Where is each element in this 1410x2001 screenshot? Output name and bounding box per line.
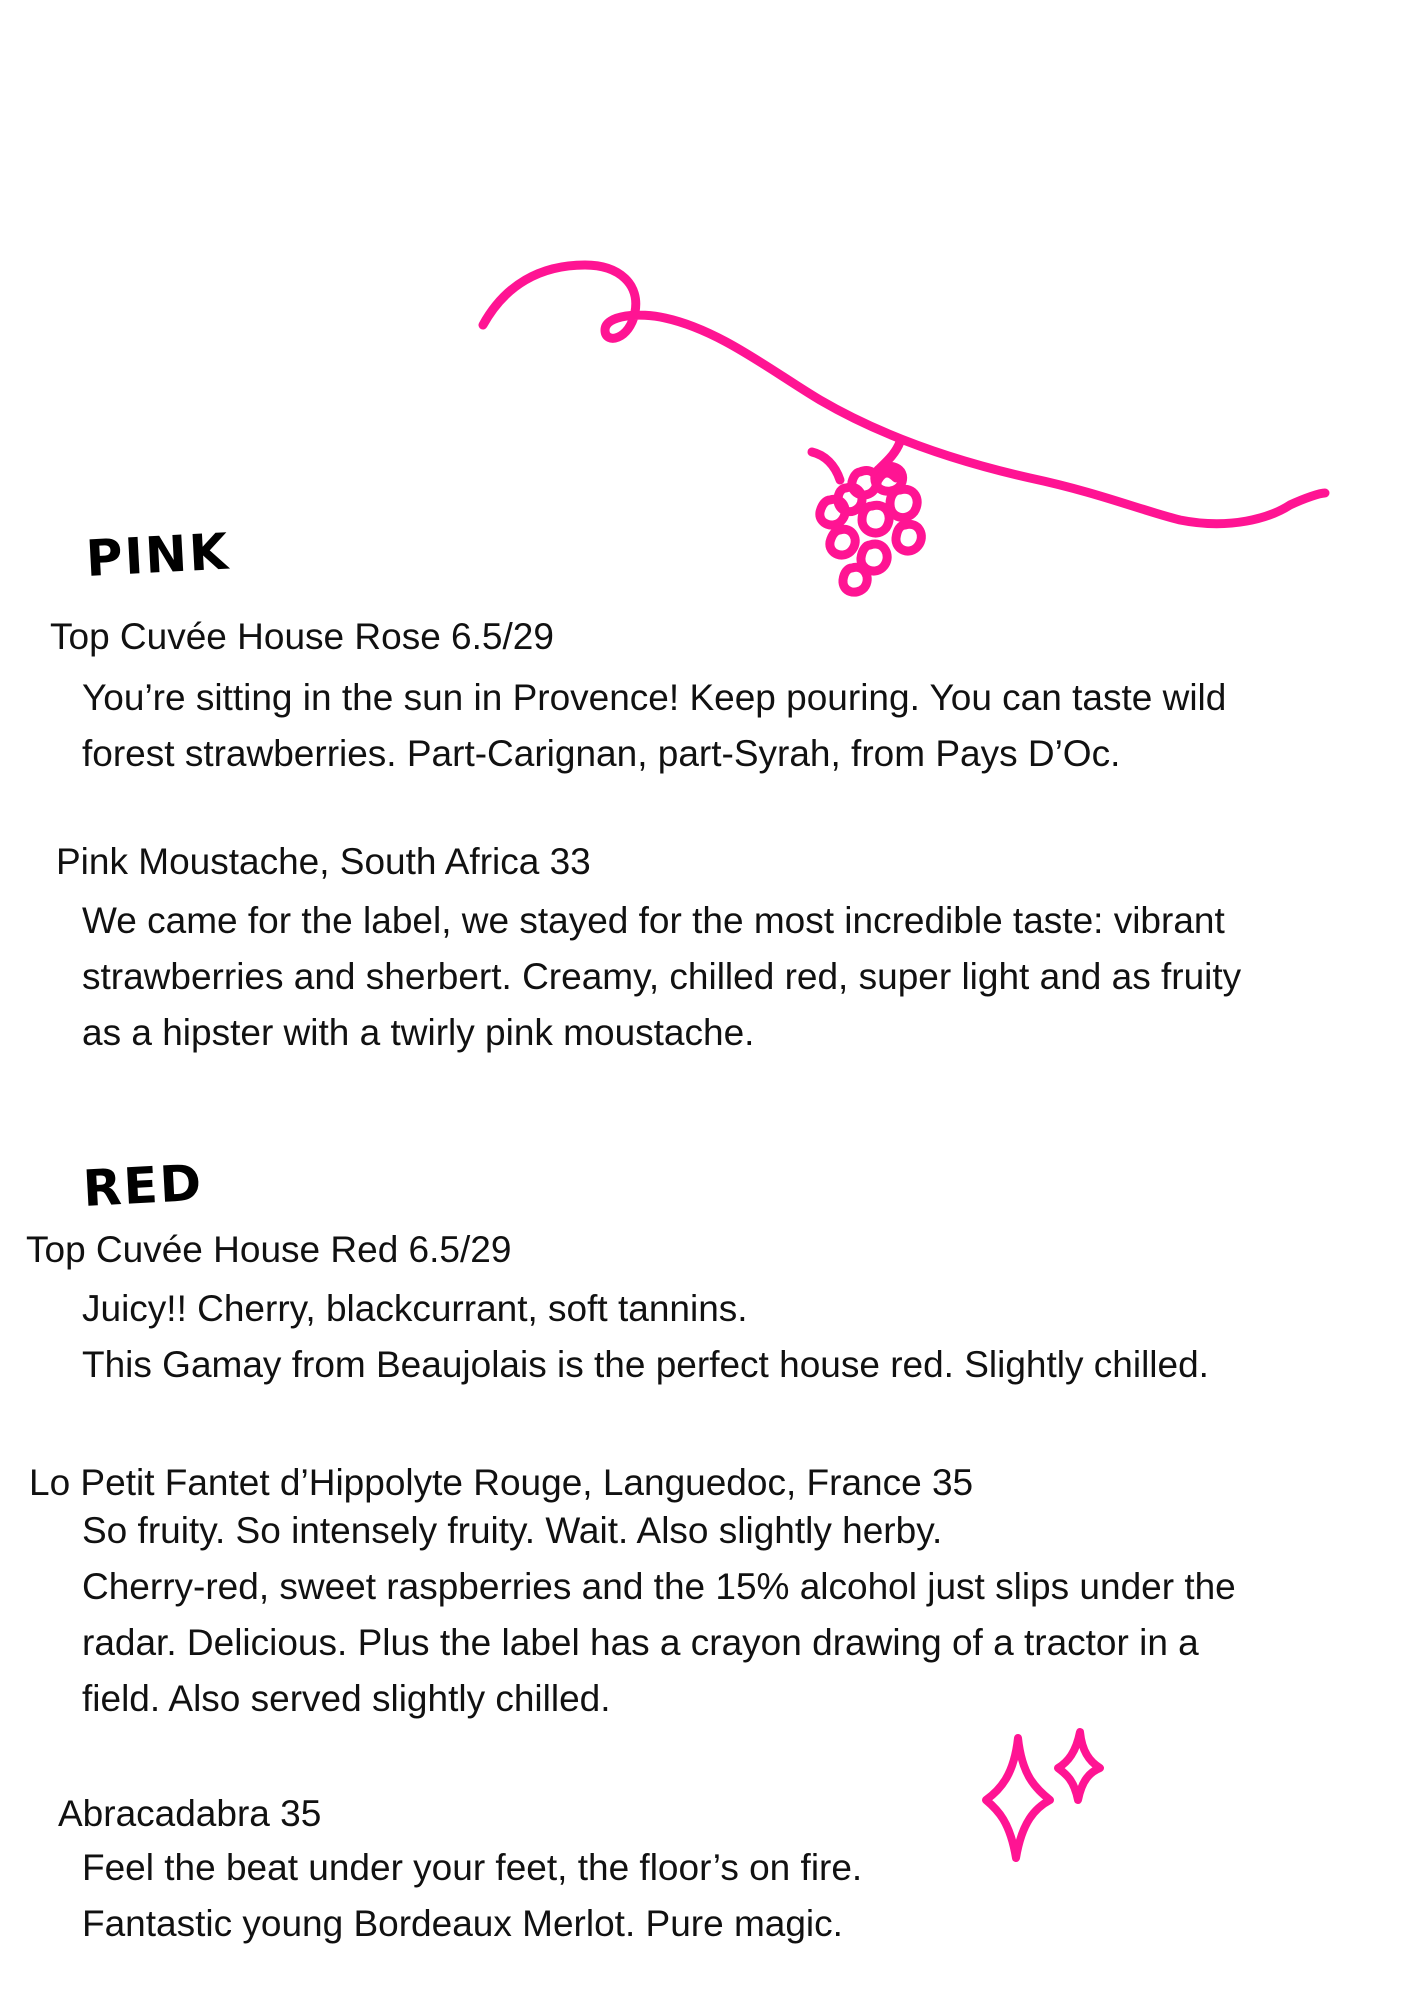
wine-title: Top Cuvée House Rose 6.5/29 xyxy=(50,616,554,657)
wine-title: Top Cuvée House Red 6.5/29 xyxy=(26,1229,512,1270)
grape-vine-icon xyxy=(460,250,1340,620)
wine-description xyxy=(82,1840,862,1952)
description-line: radar. Delicious. Plus the label has a crayon drawing of a tractor in a xyxy=(82,1622,1199,1663)
description-line: Feel the beat under your feet, the floor’s on fire. xyxy=(82,1847,863,1888)
description-line: We came for the label, we stayed for the most incredible taste: vibrant xyxy=(82,900,1225,941)
description-line: field. Also served slightly chilled. xyxy=(82,1678,611,1719)
description-line: as a hipster with a twirly pink moustache. xyxy=(82,1012,755,1053)
wine-title: Pink Moustache, South Africa 33 xyxy=(56,841,591,882)
wine-description xyxy=(82,670,1226,782)
wine-title: Lo Petit Fantet d’Hippolyte Rouge, Languedoc, France 35 xyxy=(29,1462,974,1503)
wine-description xyxy=(82,1503,1236,1727)
section-heading-pink: PINK xyxy=(84,522,232,588)
description-line: You’re sitting in the sun in Provence! Keep pouring. You can taste wild xyxy=(82,677,1227,718)
description-line: Cherry-red, sweet raspberries and the 15% alcohol just slips under the xyxy=(82,1566,1236,1607)
wine-description xyxy=(82,1281,1209,1393)
sparkle-icon xyxy=(985,1725,1105,1865)
description-line: Juicy!! Cherry, blackcurrant, soft tannins. xyxy=(82,1288,748,1329)
section-heading-red: RED xyxy=(81,1153,205,1218)
wine-title: Abracadabra 35 xyxy=(58,1793,322,1834)
wine-description xyxy=(82,893,1241,1061)
description-line: strawberries and sherbert. Creamy, chilled red, super light and as fruity xyxy=(82,956,1242,997)
description-line: Fantastic young Bordeaux Merlot. Pure magic. xyxy=(82,1903,843,1944)
description-line: So fruity. So intensely fruity. Wait. Also slightly herby. xyxy=(82,1510,943,1551)
description-line: This Gamay from Beaujolais is the perfect house red. Slightly chilled. xyxy=(82,1344,1209,1385)
description-line: forest strawberries. Part-Carignan, part-Syrah, from Pays D’Oc. xyxy=(82,733,1121,774)
